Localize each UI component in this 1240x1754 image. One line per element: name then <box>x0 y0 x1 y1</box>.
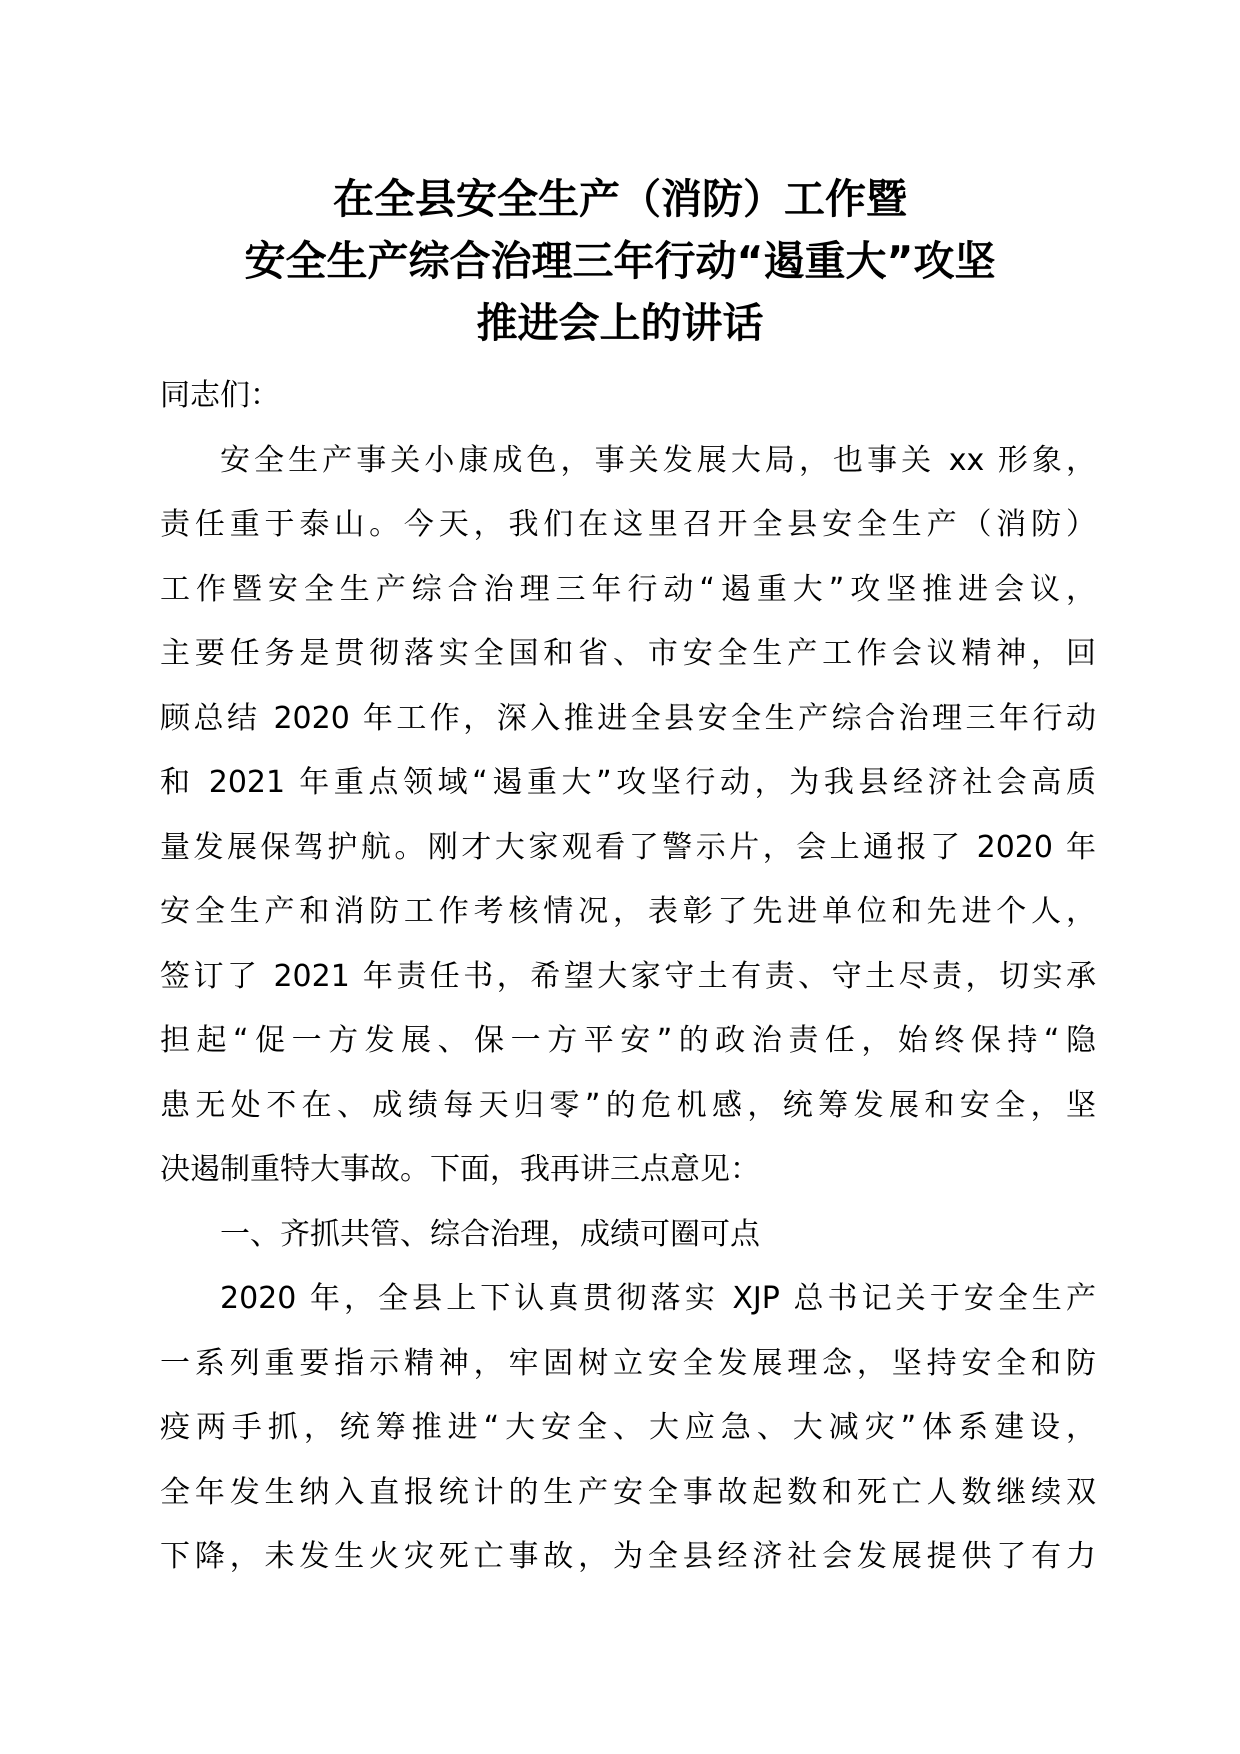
section-heading: 一、齐抓共管、综合治理，成绩可圈可点 <box>220 1216 760 1252</box>
paragraph-2 <box>160 1267 1096 1590</box>
document-body <box>160 364 1096 1590</box>
salutation: 同志们： <box>160 378 280 413</box>
text-line: 2020 年，全县上下认真贯彻落实 XJP 总书记关于安全生产 <box>220 1281 1096 1316</box>
title-line: 安全生产综合治理三年行动“遏重大”攻坚 <box>244 237 996 285</box>
text-line: 下降，未发生火灾死亡事故，为全县经济社会发展提供了有力 <box>160 1539 1096 1574</box>
text-line: 和 2021 年重点领域“遏重大”攻坚行动，为我县经济社会高质 <box>160 765 1096 800</box>
text-line: 工作暨安全生产综合治理三年行动“遏重大”攻坚推进会议， <box>160 571 1096 607</box>
text-line: 安全生产和消防工作考核情况，表彰了先进单位和先进个人， <box>160 894 1096 929</box>
text-line: 疫两手抓，统筹推进“大安全、大应急、大减灾”体系建设， <box>160 1410 1096 1445</box>
text-line: 责任重于泰山。今天，我们在这里召开全县安全生产（消防） <box>160 507 1096 542</box>
text-line: 患无处不在、成绩每天归零”的危机感，统筹发展和安全，坚 <box>160 1087 1096 1123</box>
text-line: 签订了 2021 年责任书，希望大家守土有责、守土尽责，切实承 <box>160 958 1096 994</box>
text-line: 量发展保驾护航。刚才大家观看了警示片，会上通报了 2020 年 <box>160 829 1096 865</box>
text-line: 担起“促一方发展、保一方平安”的政治责任，始终保持“隐 <box>160 1023 1096 1058</box>
document-title <box>150 168 1090 354</box>
text-line: 主要任务是贯彻落实全国和省、市安全生产工作会议精神，回 <box>160 636 1096 671</box>
title-line: 推进会上的讲话 <box>476 299 764 347</box>
text-line: 一系列重要指示精神，牢固树立安全发展理念，坚持安全和防 <box>160 1345 1096 1381</box>
text-line: 决遏制重特大事故。下面，我再讲三点意见： <box>160 1152 760 1187</box>
text-line: 全年发生纳入直报统计的生产安全事故起数和死亡人数继续双 <box>160 1474 1096 1510</box>
paragraph-1 <box>160 429 1096 1203</box>
text-line: 顾总结 2020 年工作，深入推进全县安全生产综合治理三年行动 <box>160 700 1096 736</box>
title-line: 在全县安全生产（消防）工作暨 <box>333 175 907 223</box>
text-line: 安全生产事关小康成色，事关发展大局，也事关 xx 形象， <box>220 442 1096 478</box>
